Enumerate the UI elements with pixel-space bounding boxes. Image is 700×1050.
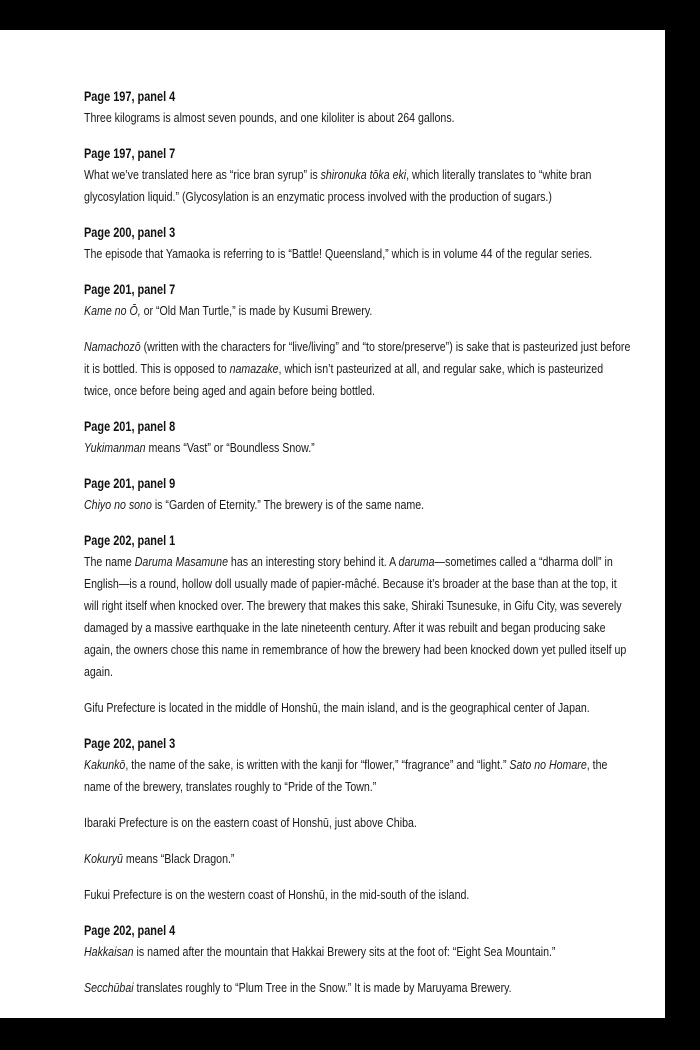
- note-section: [84, 920, 631, 999]
- note-paragraph: [84, 437, 631, 459]
- text-run: is named after the mountain that Hakkai Brewery sits at the foot of: “Eight Sea Mountain.”: [133, 944, 556, 959]
- text-run: What we’ve translated here as “rice bran syrup” is: [84, 167, 321, 182]
- italic-term: Namachozō: [84, 339, 141, 354]
- italic-term: Sato no Homare: [509, 757, 587, 772]
- italic-term: daruma: [398, 554, 435, 569]
- note-section: [84, 222, 631, 265]
- text-run: means “Vast” or “Boundless Snow.”: [145, 440, 315, 455]
- note-paragraph: [84, 494, 631, 516]
- text-run: —sometimes called a “dharma doll” in English—is a round, hollow doll usually made of papier-mâché. Because it’s broader at the base than at the top, it will right itself when knocked over. The brewery that makes this sake, Shiraki Tsunesuke, in Gifu City, was severely damaged by a massive earthquake in the late nineteenth century. After it was rebuilt and began producing sake again, the owners chose this name in remembrance of how the brewery had been knocked down yet pulled itself up again.: [84, 554, 627, 679]
- italic-term: Hakkaisan: [84, 944, 134, 959]
- section-heading: Page 201, panel 8: [84, 419, 176, 434]
- note-section: [84, 733, 631, 906]
- section-heading: Page 197, panel 7: [84, 146, 176, 161]
- note-paragraph: [84, 977, 631, 999]
- text-run: translates roughly to “Plum Tree in the Snow.” It is made by Maruyama Brewery.: [133, 980, 512, 995]
- section-heading: Page 200, panel 3: [84, 225, 176, 240]
- note-paragraph: [84, 884, 631, 906]
- italic-term: Secchūbai: [84, 980, 134, 995]
- note-paragraph: [84, 812, 631, 834]
- italic-term: Daruma Masamune: [134, 554, 228, 569]
- section-heading: Page 201, panel 9: [84, 476, 176, 491]
- note-paragraph: [84, 941, 631, 963]
- section-heading: Page 202, panel 3: [84, 736, 176, 751]
- note-paragraph: [84, 164, 631, 208]
- text-run: (written with the characters for “live/living” and “to store/preserve”) is sake that is pasteurized just before it is bottled. This is opposed to: [84, 339, 631, 376]
- text-run: The episode that Yamaoka is referring to is “Battle! Queensland,” which is in volume 44 of the regular series.: [84, 246, 593, 261]
- section-heading: Page 202, panel 1: [84, 533, 176, 548]
- notes-content: [84, 86, 631, 1013]
- note-paragraph: [84, 336, 631, 402]
- text-run: is “Garden of Eternity.” The brewery is of the same name.: [151, 497, 425, 512]
- italic-term: Kakunkō: [84, 757, 126, 772]
- document-page: [0, 30, 665, 1018]
- text-run: has an interesting story behind it. A: [227, 554, 399, 569]
- section-heading: Page 201, panel 7: [84, 282, 176, 297]
- italic-term: shironuka tōka eki: [320, 167, 407, 182]
- text-run: Fukui Prefecture is on the western coast of Honshū, in the mid-south of the island.: [84, 887, 470, 902]
- italic-term: Kokuryū: [84, 851, 123, 866]
- note-paragraph: [84, 551, 631, 683]
- text-run: , the name of the sake, is written with the kanji for “flower,” “fragrance” and “light.”: [125, 757, 510, 772]
- text-run: The name: [84, 554, 135, 569]
- note-paragraph: [84, 848, 631, 870]
- note-paragraph: [84, 107, 631, 129]
- italic-term: Kame no Ō,: [84, 303, 141, 318]
- note-paragraph: [84, 300, 631, 322]
- text-run: Ibaraki Prefecture is on the eastern coast of Honshū, just above Chiba.: [84, 815, 417, 830]
- text-run: Gifu Prefecture is located in the middle of Honshū, the main island, and is the geographical center of Japan.: [84, 700, 590, 715]
- note-paragraph: [84, 243, 631, 265]
- note-section: [84, 473, 631, 516]
- note-section: [84, 86, 631, 129]
- note-section: [84, 143, 631, 208]
- section-heading: Page 202, panel 4: [84, 923, 176, 938]
- italic-term: Chiyo no sono: [84, 497, 152, 512]
- text-run: , which literally translates to “white bran glycosylation liquid.” (Glycosylation is an enzymatic process involved with the production of sugars.): [84, 167, 592, 204]
- italic-term: namazake: [229, 361, 279, 376]
- italic-term: Yukimanman: [84, 440, 146, 455]
- text-run: or “Old Man Turtle,” is made by Kusumi Brewery.: [140, 303, 373, 318]
- note-section: [84, 530, 631, 719]
- note-paragraph: [84, 754, 631, 798]
- section-heading: Page 197, panel 4: [84, 89, 176, 104]
- text-run: Three kilograms is almost seven pounds, and one kiloliter is about 264 gallons.: [84, 110, 455, 125]
- note-paragraph: [84, 697, 631, 719]
- text-run: means “Black Dragon.”: [122, 851, 235, 866]
- note-section: [84, 279, 631, 402]
- text-run: , which isn’t pasteurized at all, and regular sake, which is pasteurized twice, once before being aged and again before being bottled.: [84, 361, 604, 398]
- note-section: [84, 416, 631, 459]
- text-run: , the name of the brewery, translates roughly to “Pride of the Town.”: [84, 757, 608, 794]
